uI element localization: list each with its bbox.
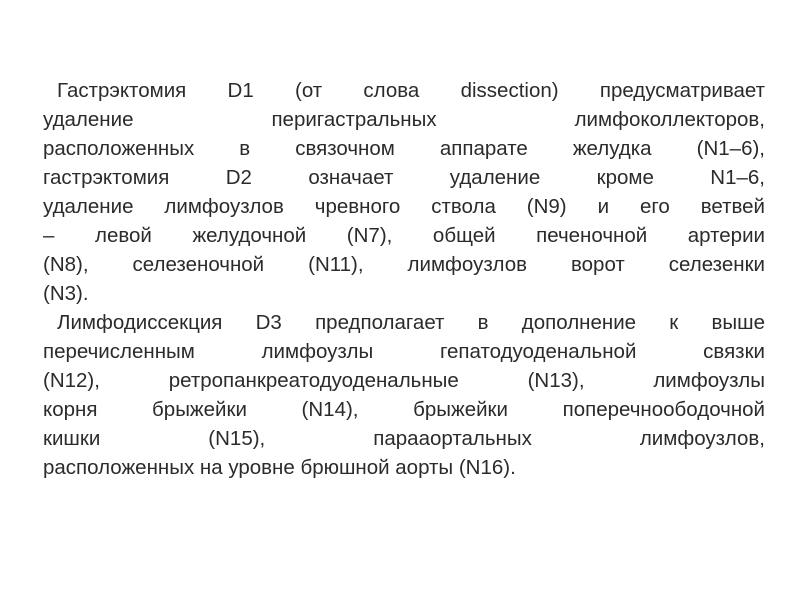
text-line: гастрэктомия D2 означает удаление кроме N1–6, [43,166,765,189]
text-line: расположенных в связочном аппарате желудка (N1–6), [43,137,765,160]
text-line: (N12), ретропанкреатодуоденальные (N13), лимфоузлы [43,369,765,392]
text-line: корня брыжейки (N14), брыжейки поперечноободочной [43,398,765,421]
text-line: кишки (N15), парааортальных лимфоузлов, [43,427,765,450]
paragraph-1 [43,76,765,308]
text-line: Гастрэктомия D1 (от слова dissection) предусматривает [57,79,765,102]
text-line: расположенных на уровне брюшной аорты (N16). [43,456,516,479]
text-line: (N8), селезеночной (N11), лимфоузлов ворот селезенки [43,253,765,276]
text-line: (N3). [43,282,89,305]
text-line: Лимфодиссекция D3 предполагает в дополнение к выше [57,311,765,334]
text-line: удаление перигастральных лимфоколлекторов, [43,108,765,131]
text-block [43,76,765,482]
text-line: удаление лимфоузлов чревного ствола (N9) и его ветвей [43,195,765,218]
text-line: – левой желудочной (N7), общей печеночной артерии [43,224,765,247]
text-line: перечисленным лимфоузлы гепатодуоденальной связки [43,340,765,363]
paragraph-2 [43,308,765,482]
